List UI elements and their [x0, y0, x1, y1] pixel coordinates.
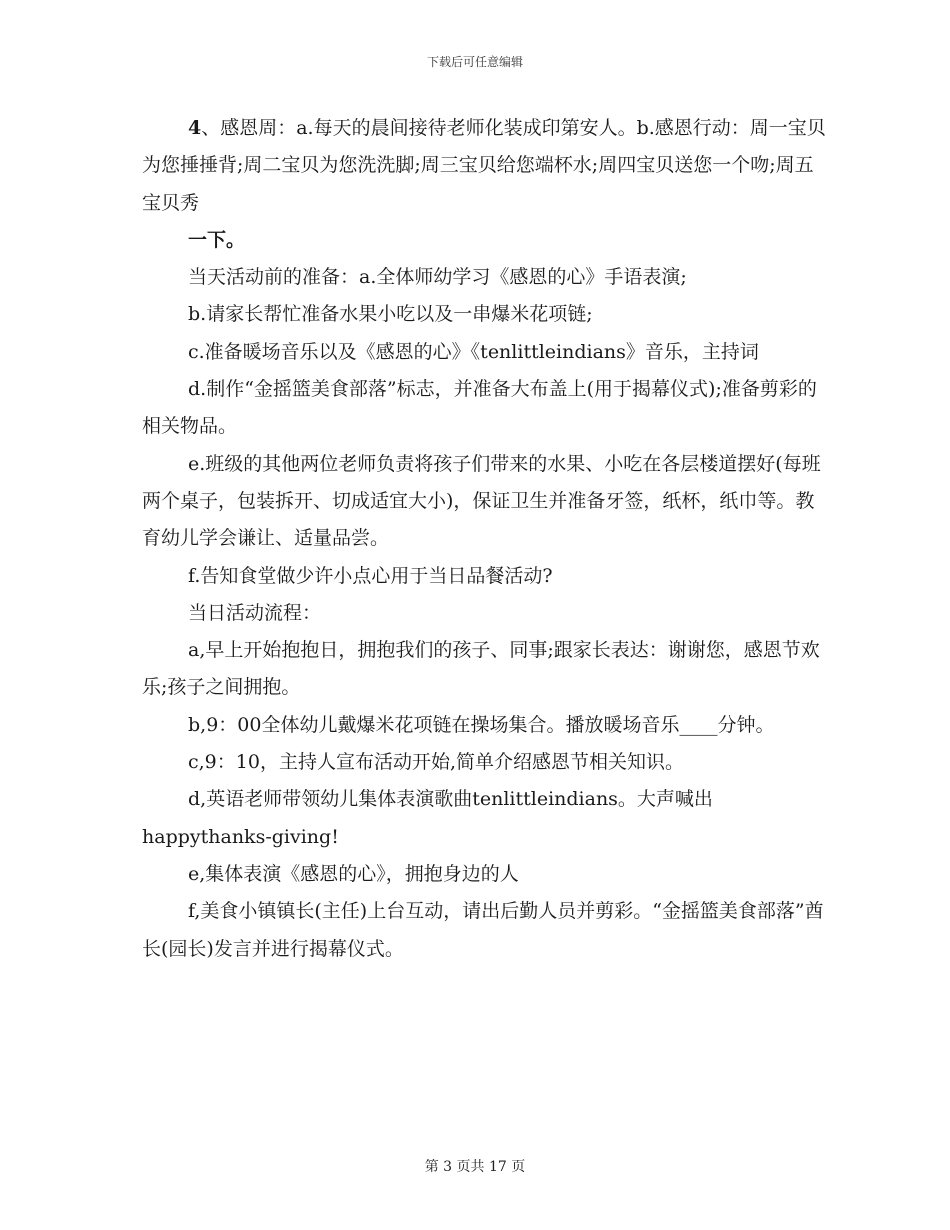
paragraph-preparation-intro: 当天活动前的准备：a.全体师幼学习《感恩的心》手语表演;: [188, 266, 687, 289]
paragraph-process-heading: 当日活动流程：: [188, 601, 322, 624]
paragraph-prep-d: d.制作“金摇篮美食部落”标志，并准备大布盖上(用于揭幕仪式);准备剪彩的相关物品。: [142, 378, 817, 438]
paragraph-text: 、感恩周：a.每天的晨间接待老师化装成印第安人。b.感恩行动：周一宝贝为您捶捶背;周二宝贝为您洗洗脚;周三宝贝给您端杯水;周四宝贝送您一个吻;周五宝贝秀: [142, 117, 826, 214]
paragraph-continuation: 一下。: [188, 228, 246, 251]
page-number: 第 3 页共 17 页: [424, 1159, 526, 1175]
paragraph-process-c: c,9：10，主持人宣布活动开始,简单介绍感恩节相关知识。: [188, 751, 684, 774]
page-header: 下载后可任意编辑: [426, 55, 523, 69]
paragraph-prep-e: e.班级的其他两位老师负责将孩子们带来的水果、小吃在各层楼道摆好(每班两个桌子，包装拆开、切成适宜大小)，保证卫生并准备牙签，纸杯，纸巾等。教育幼儿学会谦让、适量品尝。: [142, 452, 821, 550]
paragraph-prep-b: b.请家长帮忙准备水果小吃以及一串爆米花项链;: [188, 303, 593, 326]
paragraph-prep-c: c.准备暖场音乐以及《感恩的心》《tenlittleindians》音乐，主持词: [188, 340, 759, 363]
paragraph-process-a: a,早上开始抱抱日，拥抱我们的孩子、同事;跟家长表达：谢谢您，感恩节欢乐;孩子之间拥抱。: [142, 639, 820, 699]
paragraph-process-b: b,9：00全体幼儿戴爆米花项链在操场集合。播放暖场音乐____分钟。: [188, 713, 775, 736]
paragraph-number: 4: [188, 117, 202, 139]
paragraph-process-e: e,集体表演《感恩的心》，拥抱身边的人: [188, 862, 519, 885]
paragraph-thanksgiving-week: [142, 110, 827, 222]
document-body: [142, 110, 827, 968]
paragraph-prep-f: f.告知食堂做少许小点心用于当日品餐活动?: [188, 564, 553, 587]
paragraph-process-f: f,美食小镇镇长(主任)上台互动，请出后勤人员并剪彩。“金摇篮美食部落”酋长(园长)发言并进行揭幕仪式。: [142, 900, 824, 960]
paragraph-process-d: d,英语老师带领幼儿集体表演歌曲tenlittleindians。大声喊出happythanks-giving!: [142, 788, 713, 848]
